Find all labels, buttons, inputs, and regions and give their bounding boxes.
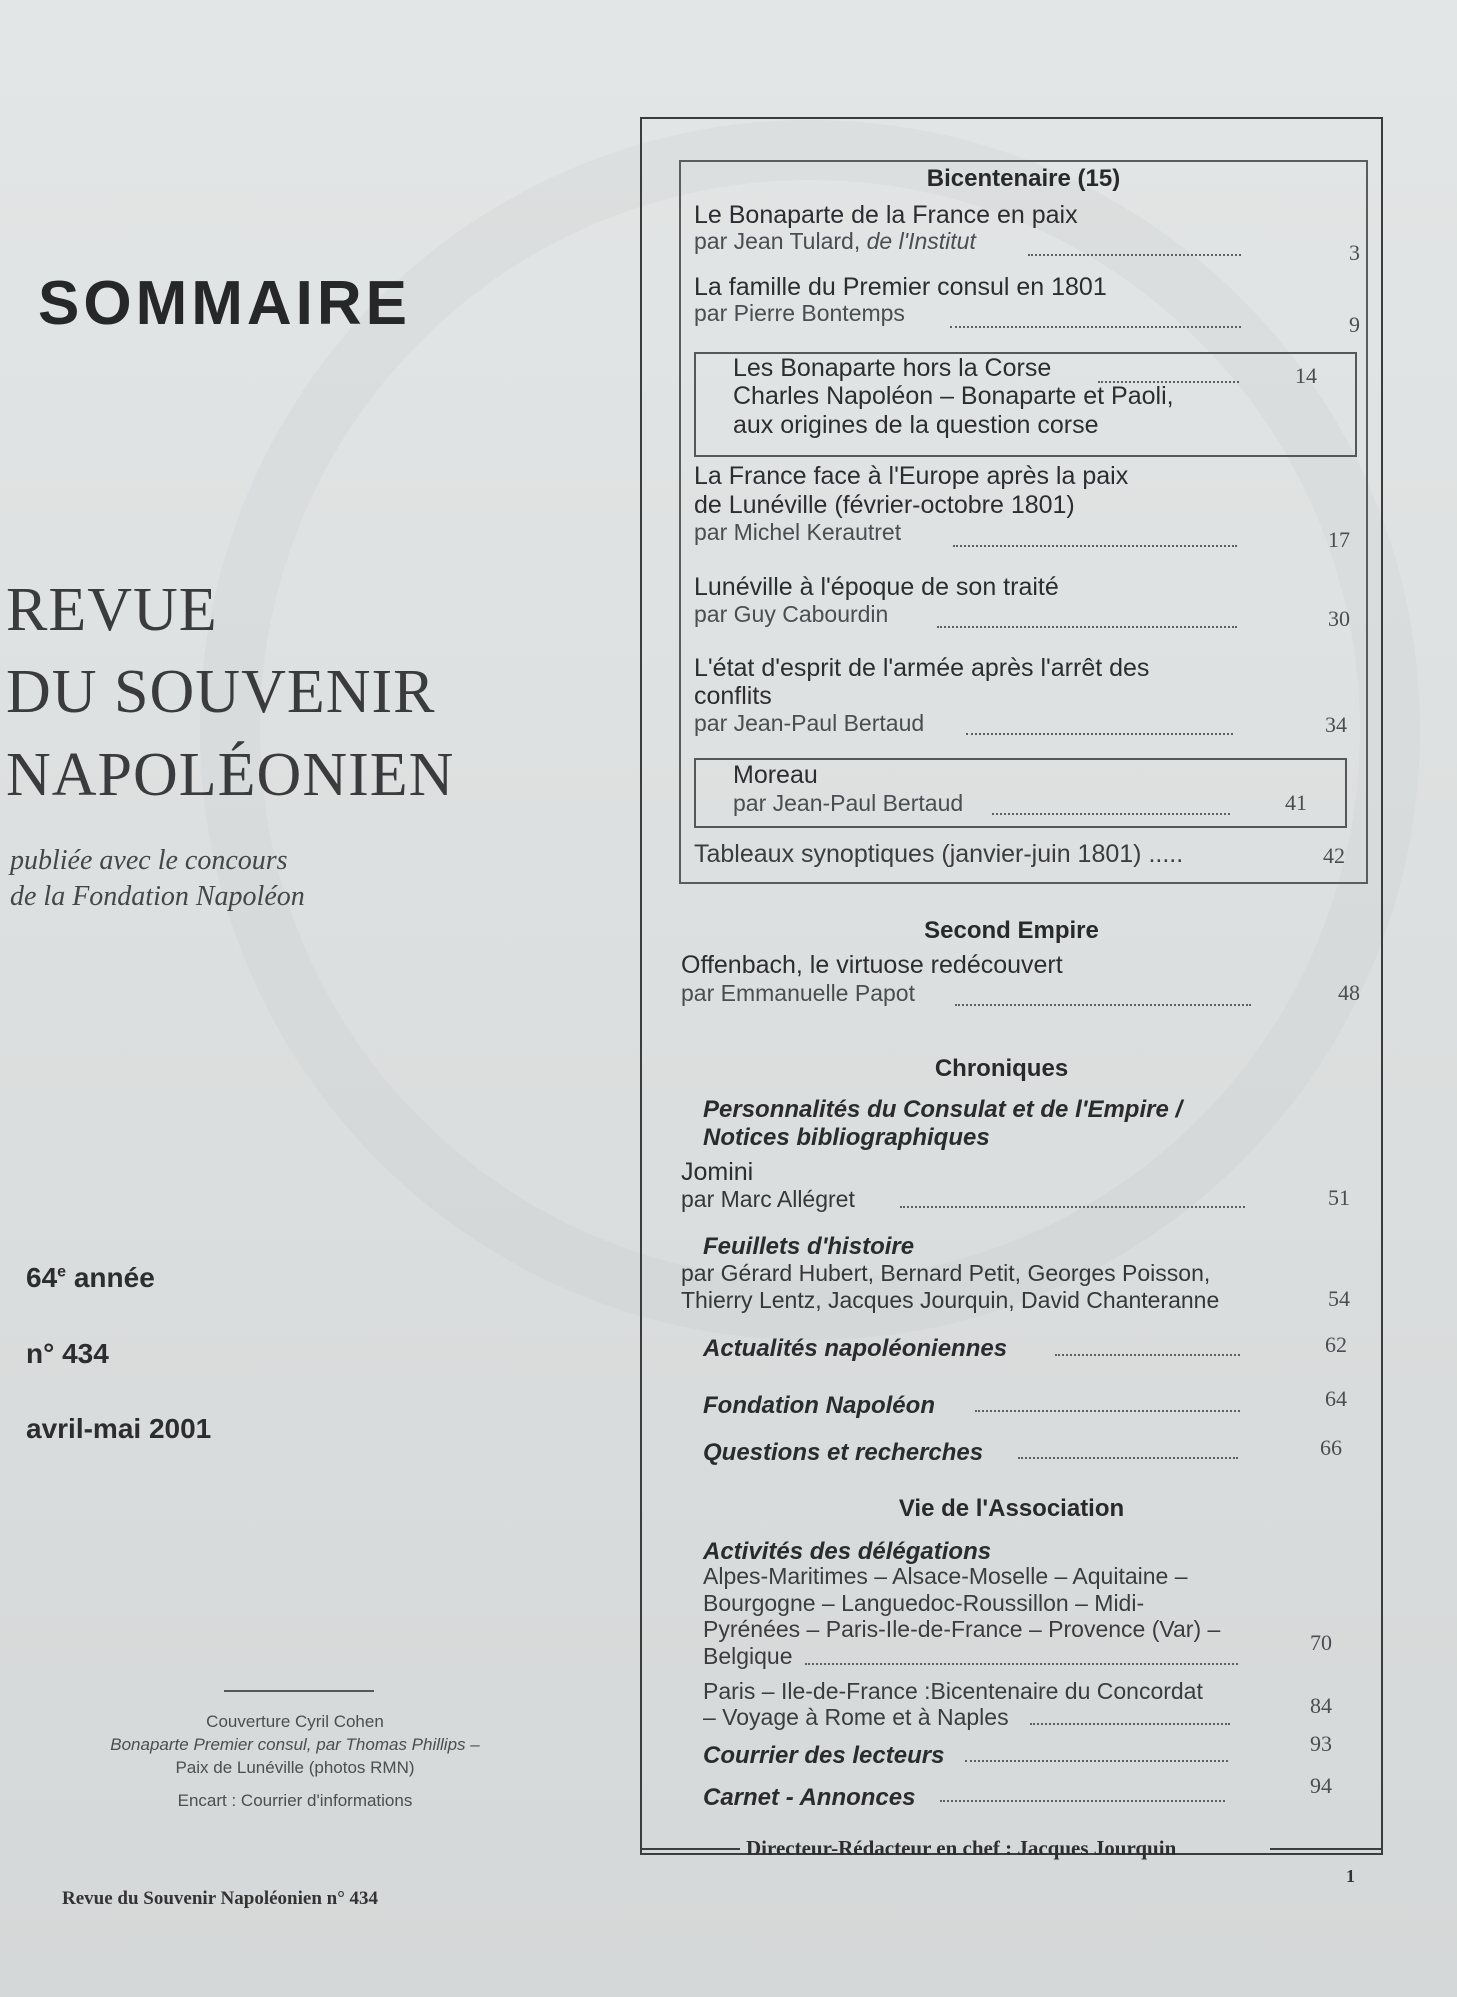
annee-sup: e xyxy=(57,1263,67,1281)
rubric-title-line-2: Notices bibliographiques xyxy=(703,1124,990,1151)
toc-entry-author: par Guy Cabourdin xyxy=(694,601,889,627)
toc-entry-title-line-1: L'état d'esprit de l'armée après l'arrêt des xyxy=(694,654,1150,682)
toc-entry-title: La famille du Premier consul en 1801 xyxy=(694,273,1107,301)
leader-dots xyxy=(975,1410,1240,1412)
leader-dots xyxy=(953,545,1237,547)
vie-association-heading: Vie de l'Association xyxy=(898,1495,1125,1522)
toc-page-number: 62 xyxy=(1325,1332,1347,1357)
annee-number: 64 xyxy=(26,1262,58,1293)
leader-dots xyxy=(940,1800,1225,1802)
second-empire-heading: Second Empire xyxy=(924,917,1099,944)
leader-dots xyxy=(1028,254,1241,256)
credit-line-1: Couverture Cyril Cohen xyxy=(206,1712,384,1731)
toc-entry-title: Offenbach, le virtuose redécouvert xyxy=(681,951,1063,979)
delegations-line-2: Bourgogne – Languedoc-Roussillon – Midi- xyxy=(703,1590,1145,1616)
rubric-title: Activités des délégations xyxy=(703,1538,992,1565)
author-affiliation: de l'Institut xyxy=(860,228,976,254)
toc-page-number: 64 xyxy=(1325,1386,1347,1411)
credit-line-3: Paix de Lunéville (photos RMN) xyxy=(175,1758,415,1777)
toc-page-number: 66 xyxy=(1320,1435,1342,1460)
entry-dots: ..... xyxy=(1141,840,1184,868)
delegations-line-4: Belgique xyxy=(703,1643,793,1669)
toc-page-number: 93 xyxy=(1310,1731,1332,1756)
leader-dots xyxy=(950,326,1241,328)
toc-entry-author: par Michel Kerautret xyxy=(694,519,902,545)
credit-line-2: Bonaparte Premier consul, par Thomas Phillips – xyxy=(110,1735,480,1754)
footer-title: Revue du Souvenir Napoléonien n° 434 xyxy=(62,1888,379,1909)
toc-entry-author xyxy=(694,228,976,255)
inset-author: par Jean-Paul Bertaud xyxy=(733,790,964,816)
toc-entry-title-line-2: conflits xyxy=(694,682,772,710)
issue-date: avril-mai 2001 xyxy=(26,1413,212,1444)
toc-entry-author: par Marc Allégret xyxy=(681,1186,855,1212)
page-number: 1 xyxy=(1346,1866,1355,1886)
leader-dots xyxy=(955,1004,1251,1006)
toc-entry-author: par Jean-Paul Bertaud xyxy=(694,710,925,736)
director-credit: Directeur-Rédacteur en chef : Jacques Jourquin xyxy=(746,1836,1177,1860)
inset-subtitle-line-1: Charles Napoléon – Bonaparte et Paoli, xyxy=(733,382,1174,410)
toc-entry-title: Jomini xyxy=(681,1158,754,1186)
toc-entry-title-line-1: La France face à l'Europe après la paix xyxy=(694,462,1129,490)
annee-label xyxy=(26,1262,155,1294)
toc-entry-title xyxy=(694,840,1183,869)
rubric-title: Fondation Napoléon xyxy=(703,1392,935,1419)
publiee-line-1: publiée avec le concours xyxy=(10,845,288,876)
director-rule-left xyxy=(640,1848,740,1850)
leader-dots xyxy=(805,1663,1238,1665)
toc-page-number: 94 xyxy=(1310,1773,1332,1798)
toc-entry-author: par Pierre Bontemps xyxy=(694,300,905,326)
credit-line-4: Encart : Courrier d'informations xyxy=(177,1791,413,1810)
toc-page-number: 70 xyxy=(1310,1630,1332,1655)
leader-dots xyxy=(1030,1723,1230,1725)
leader-dots xyxy=(1018,1457,1238,1459)
inset-subtitle-line-2: aux origines de la question corse xyxy=(733,411,1099,439)
toc-page-number: 3 xyxy=(1349,240,1360,265)
leader-dots xyxy=(1055,1354,1240,1356)
revue-title-line-2: DU SOUVENIR xyxy=(6,658,436,726)
leader-dots xyxy=(900,1206,1245,1208)
revue-title-line-1: REVUE xyxy=(6,576,218,644)
entry-text: Tableaux synoptiques (janvier-juin 1801) xyxy=(694,840,1142,868)
rubric-title-line-1: Personnalités du Consulat et de l'Empire / xyxy=(703,1096,1183,1123)
delegations-line-1: Alpes-Maritimes – Alsace-Moselle – Aquitaine – xyxy=(703,1563,1188,1589)
delegations-line-3: Pyrénées – Paris-Ile-de-France – Provence (Var) – xyxy=(703,1616,1221,1642)
leader-dots xyxy=(965,1760,1228,1762)
toc-page-number: 42 xyxy=(1323,843,1345,868)
toc-entry-line-1: Paris – Ile-de-France :Bicentenaire du Concordat xyxy=(703,1678,1203,1704)
sommaire-heading: SOMMAIRE xyxy=(38,269,411,338)
chroniques-heading: Chroniques xyxy=(934,1055,1069,1082)
bicentenaire-heading: Bicentenaire (15) xyxy=(926,165,1121,192)
toc-page-number: 84 xyxy=(1310,1693,1332,1718)
toc-page-number: 34 xyxy=(1325,712,1347,737)
toc-entry-title: Lunéville à l'époque de son traité xyxy=(694,573,1059,601)
toc-page-number: 14 xyxy=(1295,363,1317,388)
toc-page-number: 48 xyxy=(1338,980,1360,1005)
revue-title-line-3: NAPOLÉONIEN xyxy=(6,741,455,809)
toc-entry-authors-line-1: par Gérard Hubert, Bernard Petit, Georges Poisson, xyxy=(681,1260,1211,1286)
toc-entry-line-2: – Voyage à Rome et à Naples xyxy=(703,1704,1009,1730)
toc-page-number: 51 xyxy=(1328,1185,1350,1210)
publiee-line-2: de la Fondation Napoléon xyxy=(10,881,305,912)
rubric-title: Actualités napoléoniennes xyxy=(703,1335,1008,1362)
toc-page-number: 41 xyxy=(1285,790,1307,815)
annee-word: année xyxy=(66,1262,155,1293)
toc-page-number: 17 xyxy=(1328,527,1350,552)
inset-title: Les Bonaparte hors la Corse xyxy=(733,354,1052,382)
rubric-title: Carnet - Annonces xyxy=(703,1784,916,1811)
credit-divider xyxy=(224,1690,374,1692)
toc-page-number: 9 xyxy=(1349,312,1360,337)
toc-entry-author: par Emmanuelle Papot xyxy=(681,980,915,1006)
toc-entry-authors-line-2: Thierry Lentz, Jacques Jourquin, David Chanteranne xyxy=(681,1287,1220,1313)
director-rule-right xyxy=(1270,1848,1383,1850)
rubric-title: Questions et recherches xyxy=(703,1439,984,1466)
rubric-title: Feuillets d'histoire xyxy=(703,1233,915,1260)
toc-entry-title-line-2: de Lunéville (février-octobre 1801) xyxy=(694,491,1075,519)
toc-page-number: 30 xyxy=(1328,606,1350,631)
inset-title: Moreau xyxy=(733,761,818,789)
toc-page-number: 54 xyxy=(1328,1286,1350,1311)
author-name: par Jean Tulard, xyxy=(694,228,861,254)
issue-number: n° 434 xyxy=(26,1338,109,1369)
toc-entry-title: Le Bonaparte de la France en paix xyxy=(694,201,1078,229)
leader-dots xyxy=(966,733,1233,735)
leader-dots xyxy=(992,813,1230,815)
rubric-title: Courrier des lecteurs xyxy=(703,1742,945,1769)
leader-dots xyxy=(937,626,1237,628)
